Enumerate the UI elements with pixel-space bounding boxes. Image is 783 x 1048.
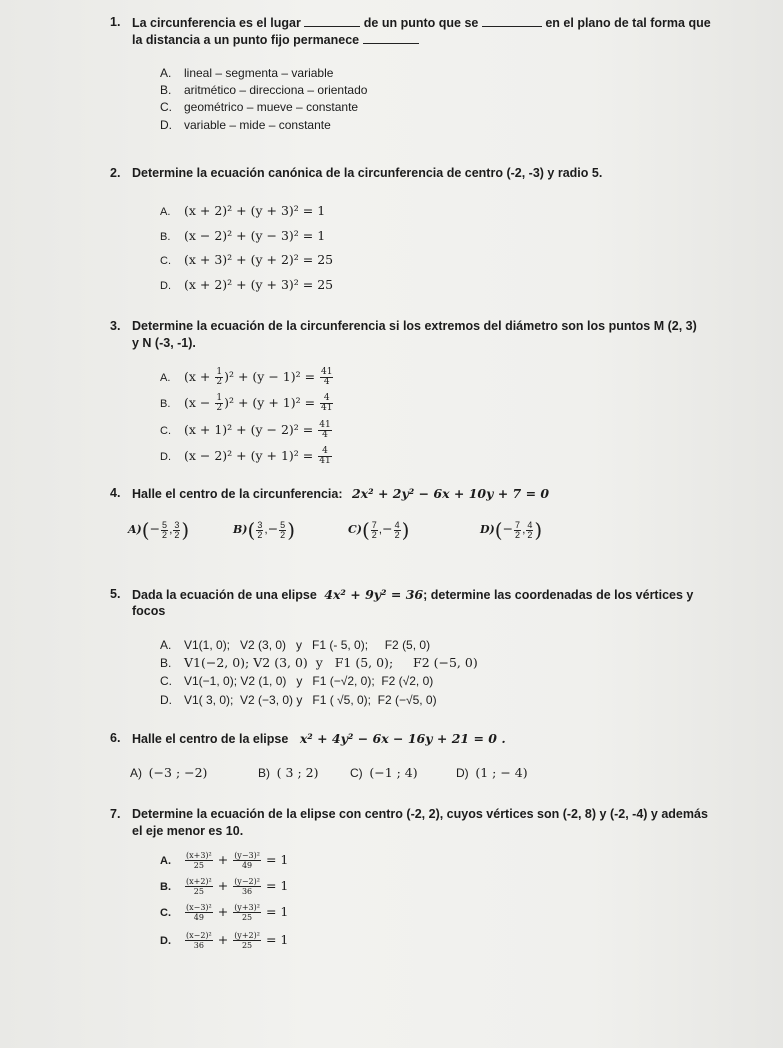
q5-option-a: A. V1(1, 0); V2 (3, 0) y F1 (- 5, 0); F2 (5, 0) [160,638,431,652]
q7-option-c: C. $\frac{\text{(x−3)²}}{49}$ + $\frac{\text{(y+3)²}}{25}$ = 1 [160,903,289,922]
q4-option-c: C)( $\frac{7}{2}$ ,− $\frac{4}{2}$ ) [348,518,410,542]
q6-text: Halle el centro de la elipse [132,732,289,746]
q7-text-line1: Determine la ecuación de la elipse con centro (-2, 2), cuyos vértices son (-2, 8) y (-2, -4) y además [132,807,708,821]
q6-option-d: D) (1 ; − 4) [456,765,528,780]
question-2: 2. Determine la ecuación canónica de la circunferencia de centro (-2, -3) y radio 5. [110,166,603,180]
q5-option-b: B. V1(−2, 0); V2 (3, 0) y F1 (5, 0); F2 (−5, 0) [160,655,478,670]
q4-option-a: A)(− $\frac{5}{2}$ , $\frac{3}{2}$ ) [128,518,190,542]
q1-option-b: B. aritmético – direcciona – orientado [160,83,368,97]
question-7: 7. Determine la ecuación de la elipse con centro (-2, 2), cuyos vértices son (-2, 8) y (-2, -4) y además el eje menor es 10. [110,807,708,838]
q3-text-line2: y N (-3, -1). [132,336,196,350]
question-1 [110,14,750,48]
question-number: 1. [110,15,121,29]
q4-option-b: B)( $\frac{3}{2}$ ,− $\frac{5}{2}$ ) [233,518,295,542]
q6-equation: x² + 4y² − 6x − 16y + 21 = 0 . [299,731,506,746]
q1-blank-2 [482,14,542,27]
q5-option-d: D. V1( 3, 0); V2 (−3, 0) y F1 ( √5, 0); F2 (−√5, 0) [160,693,437,707]
q6-option-b: B) ( 3 ; 2) [258,765,319,780]
q1-option-c: C. geométrico – mueve – constante [160,100,359,114]
q1-blank-1 [304,14,360,27]
q1-text-c: en el plano de tal forma que [545,16,711,30]
question-3: 3. Determine la ecuación de la circunferencia si los extremos del diámetro son los puntos M (2, 3) y N (-3, -1). [110,319,697,350]
q5-text-b: ; determine las coordenadas de los vértices y [423,588,694,602]
q1-text-line2: la distancia a un punto fijo permanece [132,33,360,47]
q6-option-c: C) (−1 ; 4) [350,765,418,780]
q4-option-d: D)(− $\frac{7}{2}$ , $\frac{4}{2}$ ) [480,518,543,542]
q7-option-d: D. $\frac{\text{(x−2)²}}{36}$ + $\frac{\text{(y+2)²}}{25}$ = 1 [160,931,289,950]
q3-option-a: A. (x + $\frac{1}{2}$ )² + (y − 1)² = $\frac{41}{4}$ [160,367,333,387]
q7-option-b: B. $\frac{\text{(x+2)²}}{25}$ + $\frac{\text{(y−2)²}}{36}$ = 1 [160,877,289,896]
q5-equation: 4x² + 9y² = 36 [324,587,424,602]
q6-option-a: A) (−3 ; −2) [130,765,208,780]
q4-text: Halle el centro de la circunferencia: [132,487,343,501]
q3-option-b: B. (x − $\frac{1}{2}$ )² + (y + 1)² = $\frac{4}{41}$ [160,393,333,413]
q5-option-c: C. V1(−1, 0); V2 (1, 0) y F1 (−√2, 0); F2 (√2, 0) [160,674,434,688]
question-5: 5. Dada la ecuación de una elipse 4x² + 9y² = 36; determine las coordenadas de los vértices y focos [110,587,694,618]
q4-equation: 2x² + 2y² − 6x + 10y + 7 = 0 [351,486,550,501]
q7-option-a: A. $\frac{\text{(x+3)²}}{25}$ + $\frac{\text{(y−3)²}}{49}$ = 1 [160,851,289,870]
question-4: 4. Halle el centro de la circunferencia: 2x² + 2y² − 6x + 10y + 7 = 0 [110,486,550,501]
q2-option-a: A. (x + 2)² + (y + 3)² = 1 [160,203,326,218]
q5-text-a: Dada la ecuación de una elipse [132,588,317,602]
question-6: 6. Halle el centro de la elipse x² + 4y² − 6x − 16y + 21 = 0 . [110,731,506,746]
q1-text-a: La circunferencia es el lugar [132,16,301,30]
q3-option-c: C. (x + 1)² + (y − 2)² = $\frac{41}{4}$ [160,420,331,440]
q1-option-a: A. lineal – segmenta – variable [160,66,334,80]
q3-option-d: D. (x − 2)² + (y + 1)² = $\frac{4}{41}$ [160,446,331,466]
q2-text: Determine la ecuación canónica de la circunferencia de centro (-2, -3) y radio 5. [132,166,603,180]
q1-text-b: de un punto que se [363,16,479,30]
q1-blank-3 [363,31,419,44]
q2-option-c: C. (x + 3)² + (y + 2)² = 25 [160,252,334,267]
q5-text-line2: focos [132,604,166,618]
q7-text-line2: el eje menor es 10. [132,824,244,838]
q1-option-d: D. variable – mide – constante [160,118,331,132]
q2-option-d: D. (x + 2)² + (y + 3)² = 25 [160,277,334,292]
q3-text-line1: Determine la ecuación de la circunferencia si los extremos del diámetro son los puntos M (2, 3) [132,319,697,333]
q2-option-b: B. (x − 2)² + (y − 3)² = 1 [160,228,326,243]
